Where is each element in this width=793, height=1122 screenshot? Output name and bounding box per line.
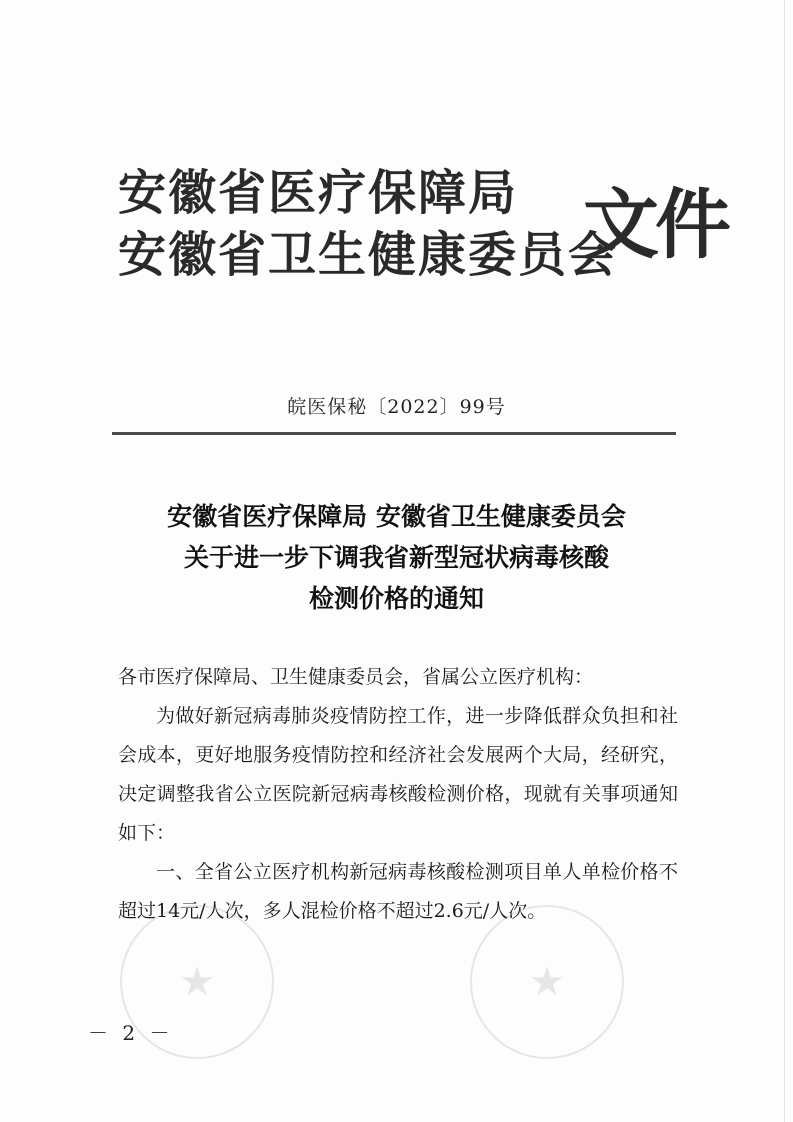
red-header (118, 150, 727, 300)
title-line-2: 关于进一步下调我省新型冠状病毒核酸 (183, 543, 609, 572)
body-paragraph-2: 一、全省公立医疗机构新冠病毒核酸检测项目单人单检价格不超过14元/人次，多人混检价格不超过2.6元/人次。 (118, 861, 678, 922)
document-number: 皖医保秘〔2022〕99号 (287, 396, 506, 418)
faint-seal-right (470, 905, 624, 1059)
title-line-1: 安徽省医疗保障局 安徽省卫生健康委员会 (167, 502, 626, 531)
issuer-line-health-commission: 安徽省卫生健康委员会 (118, 227, 619, 283)
document-body (118, 658, 678, 931)
seal-star-icon: ★ (529, 959, 565, 1005)
issuer-line-medical-security: 安徽省医疗保障局 (118, 165, 519, 221)
header-divider (112, 432, 676, 435)
document-word: 文件 (583, 180, 727, 269)
body-paragraph-1: 为做好新冠病毒肺炎疫情防控工作，进一步降低群众负担和社会成本，更好地服务疫情防控和经济社会发展两个大局，经研究，决定调整我省公立医院新冠病毒核酸检测价格，现就有关事项通知如下： (118, 705, 678, 844)
salutation: 各市医疗保障局、卫生健康委员会，省属公立医疗机构： (118, 666, 594, 688)
document-title (0, 496, 793, 619)
page-number: － 2 － (88, 1021, 174, 1045)
seal-star-icon: ★ (179, 959, 215, 1005)
title-line-3: 检测价格的通知 (308, 584, 484, 613)
